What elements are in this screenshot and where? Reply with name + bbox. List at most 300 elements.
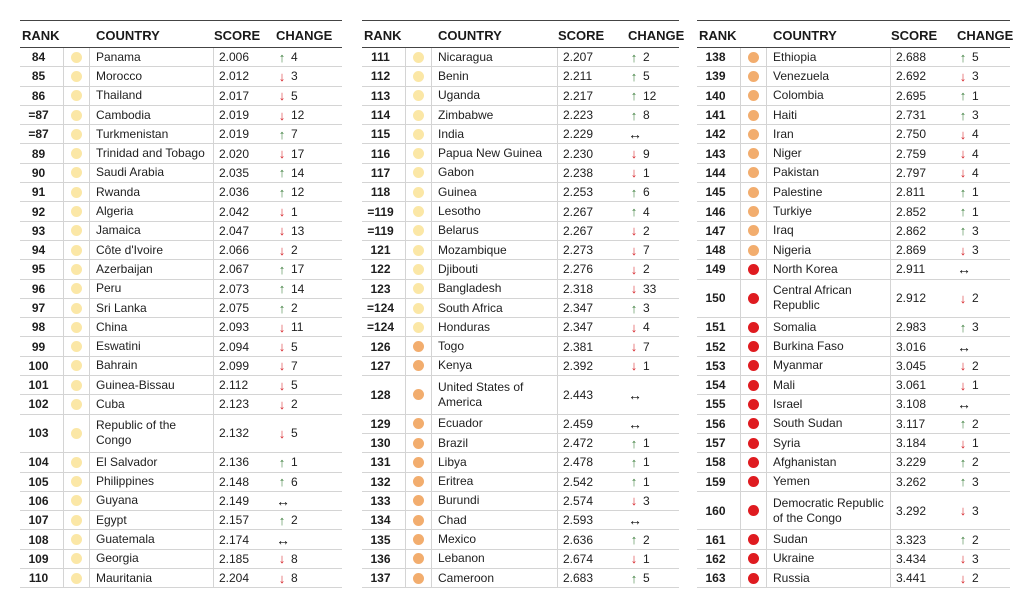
arrow-up-icon: ↑ (278, 261, 286, 277)
level-cell (63, 164, 90, 182)
arrow-up-icon: ↑ (630, 435, 638, 451)
change-value: 4 (643, 320, 650, 335)
score-cell: 2.912 (896, 291, 927, 306)
header-country: COUNTRY (438, 28, 502, 43)
table-row (20, 453, 342, 472)
level-cell (405, 222, 432, 240)
change-value: 1 (643, 358, 650, 373)
change-cell (270, 493, 342, 509)
level-dot-icon (71, 264, 82, 275)
table-row (20, 395, 342, 414)
arrow-up-icon: ↑ (278, 512, 286, 528)
change-cell (616, 281, 679, 296)
score-cell: 2.273 (563, 243, 594, 258)
score-cell: 2.392 (563, 358, 594, 373)
change-cell (616, 436, 679, 451)
level-cell (405, 511, 432, 529)
level-dot-icon (413, 341, 424, 352)
rank-cell: =124 (366, 320, 395, 335)
country-cell: Cuba (90, 395, 214, 413)
level-cell (63, 395, 90, 413)
level-cell (740, 202, 767, 220)
rank-cell: 145 (705, 185, 726, 200)
score-cell: 3.016 (896, 339, 927, 354)
change-value: 11 (291, 320, 304, 335)
score-cell: 2.459 (563, 416, 594, 431)
arrow-down-icon: ↓ (630, 281, 638, 297)
level-dot-icon (748, 52, 759, 63)
level-dot-icon (71, 380, 82, 391)
arrow-left-right-icon: ↔ (957, 261, 971, 278)
level-cell (405, 241, 432, 259)
table-row (697, 434, 1010, 453)
level-dot-icon (748, 418, 759, 429)
country-cell: Gabon (432, 164, 558, 182)
level-dot-icon (748, 360, 759, 371)
level-dot-icon (748, 110, 759, 121)
level-dot-icon (748, 293, 759, 304)
change-cell (947, 416, 1010, 431)
change-cell (270, 223, 342, 238)
score-cell: 2.347 (563, 320, 594, 335)
arrow-down-icon: ↓ (959, 242, 967, 258)
score-cell: 3.434 (896, 551, 927, 566)
rank-cell: 95 (31, 262, 46, 277)
header-country: COUNTRY (773, 28, 837, 43)
level-dot-icon (413, 573, 424, 584)
table-row (20, 164, 342, 183)
table-row (20, 125, 342, 144)
table-row (362, 222, 679, 241)
level-dot-icon (413, 110, 424, 121)
rank-cell: 84 (31, 50, 46, 65)
change-value: 3 (972, 474, 979, 489)
table-row (697, 376, 1010, 395)
score-cell: 2.862 (896, 223, 927, 238)
rank-cell: 106 (28, 493, 49, 508)
level-cell (405, 550, 432, 568)
level-dot-icon (748, 322, 759, 333)
rank-cell: 116 (370, 146, 391, 161)
change-cell (947, 108, 1010, 123)
table-row (697, 87, 1010, 106)
arrow-left-right-icon: ↔ (276, 492, 290, 509)
level-dot-icon (413, 148, 424, 159)
rank-cell: 89 (31, 146, 46, 161)
table-row (362, 202, 679, 221)
level-cell (63, 299, 90, 317)
table-row (697, 453, 1010, 472)
score-cell: 3.117 (896, 416, 926, 431)
rank-cell: 127 (370, 358, 391, 373)
arrow-left-right-icon: ↔ (628, 512, 642, 529)
country-cell: Algeria (90, 202, 214, 220)
change-value: 3 (972, 243, 979, 258)
rank-cell: 155 (705, 397, 726, 412)
level-dot-icon (71, 245, 82, 256)
change-value: 1 (291, 204, 298, 219)
rank-cell: 86 (31, 88, 46, 103)
score-cell: 2.688 (896, 50, 927, 65)
change-cell (616, 512, 679, 528)
arrow-down-icon: ↓ (959, 165, 967, 181)
change-cell (616, 301, 679, 316)
rank-cell: 137 (370, 571, 391, 586)
change-value: 3 (291, 69, 298, 84)
change-cell (270, 281, 342, 296)
level-cell (63, 67, 90, 85)
country-cell: Syria (767, 434, 891, 452)
change-cell (270, 108, 342, 123)
country-cell: South Africa (432, 299, 558, 317)
change-cell (270, 474, 342, 489)
change-cell (616, 551, 679, 566)
level-dot-icon (71, 90, 82, 101)
arrow-left-right-icon: ↔ (628, 386, 642, 403)
level-cell (63, 106, 90, 124)
change-cell (947, 69, 1010, 84)
change-cell (616, 358, 679, 373)
country-cell: Georgia (90, 550, 214, 568)
level-dot-icon (71, 71, 82, 82)
level-dot-icon (748, 187, 759, 198)
score-cell: 3.061 (896, 378, 927, 393)
level-dot-icon (748, 167, 759, 178)
table-row (697, 550, 1010, 569)
level-dot-icon (748, 341, 759, 352)
country-cell: Ethiopia (767, 48, 891, 66)
rank-cell: =119 (367, 204, 394, 219)
change-cell (947, 146, 1010, 161)
level-cell (63, 415, 90, 453)
change-value: 2 (972, 416, 979, 431)
change-cell (947, 503, 1010, 518)
level-cell (740, 395, 767, 413)
level-dot-icon (71, 283, 82, 294)
arrow-up-icon: ↑ (630, 184, 638, 200)
country-cell: Egypt (90, 511, 214, 529)
score-cell: 2.035 (219, 165, 250, 180)
score-cell: 2.099 (219, 358, 250, 373)
table-row (697, 318, 1010, 337)
change-cell (270, 455, 342, 470)
country-cell: Djibouti (432, 260, 558, 278)
score-cell: 2.047 (219, 223, 250, 238)
level-dot-icon (748, 148, 759, 159)
level-cell (63, 492, 90, 510)
rank-cell: 105 (28, 474, 49, 489)
score-cell: 2.636 (563, 532, 594, 547)
change-value: 2 (291, 513, 298, 528)
rank-cell: 114 (370, 108, 391, 123)
rank-cell: 133 (370, 493, 391, 508)
rank-cell: 117 (370, 165, 391, 180)
table-row (362, 280, 679, 299)
change-value: 2 (291, 243, 298, 258)
level-cell (740, 144, 767, 162)
table-row (20, 87, 342, 106)
country-cell: Mali (767, 376, 891, 394)
table-row (20, 337, 342, 356)
arrow-down-icon: ↓ (959, 435, 967, 451)
country-cell: Iraq (767, 222, 891, 240)
rank-cell: 156 (705, 416, 726, 431)
level-dot-icon (748, 225, 759, 236)
score-cell: 2.276 (563, 262, 594, 277)
table-row (697, 241, 1010, 260)
table-row (20, 376, 342, 395)
change-value: 1 (643, 436, 650, 451)
table-row (697, 357, 1010, 376)
header-change: CHANGE (276, 28, 333, 43)
arrow-up-icon: ↑ (278, 165, 286, 181)
arrow-left-right-icon: ↔ (628, 126, 642, 143)
rank-cell: 151 (705, 320, 726, 335)
country-cell: Trinidad and Tobago (90, 144, 214, 162)
arrow-down-icon: ↓ (630, 146, 638, 162)
level-dot-icon (748, 206, 759, 217)
table-row (20, 415, 342, 454)
level-dot-icon (71, 225, 82, 236)
score-cell: 2.019 (219, 108, 250, 123)
table-row (362, 569, 679, 588)
arrow-up-icon: ↑ (278, 454, 286, 470)
country-cell: Bangladesh (432, 280, 558, 298)
rank-cell: 126 (370, 339, 391, 354)
arrow-up-icon: ↑ (959, 184, 967, 200)
table-row (362, 453, 679, 472)
level-cell (405, 434, 432, 452)
arrow-down-icon: ↓ (278, 223, 286, 239)
level-cell (405, 48, 432, 66)
level-cell (405, 530, 432, 548)
score-cell: 3.323 (896, 532, 927, 547)
rank-cell: 121 (370, 243, 391, 258)
score-cell: 2.593 (563, 513, 594, 528)
change-value: 5 (972, 50, 979, 65)
rank-cell: 94 (31, 243, 46, 258)
country-cell: Rwanda (90, 183, 214, 201)
level-dot-icon (71, 341, 82, 352)
rank-cell: 128 (370, 387, 391, 402)
score-cell: 2.017 (219, 88, 250, 103)
change-cell (270, 378, 342, 393)
change-cell (947, 88, 1010, 103)
level-dot-icon (748, 245, 759, 256)
change-cell (270, 426, 342, 441)
table-row (20, 106, 342, 125)
header-change: CHANGE (628, 28, 685, 43)
country-cell: Sudan (767, 530, 891, 548)
change-cell (947, 378, 1010, 393)
level-cell (405, 87, 432, 105)
change-cell (947, 474, 1010, 489)
level-cell (63, 202, 90, 220)
score-cell: 2.542 (563, 474, 594, 489)
arrow-down-icon: ↓ (278, 107, 286, 123)
level-cell (63, 222, 90, 240)
change-cell (270, 339, 342, 354)
country-cell: Bahrain (90, 357, 214, 375)
rank-cell: 111 (371, 50, 390, 65)
change-cell (270, 532, 342, 548)
level-cell (740, 376, 767, 394)
change-cell (270, 397, 342, 412)
level-dot-icon (413, 264, 424, 275)
arrow-up-icon: ↑ (278, 300, 286, 316)
level-dot-icon (413, 438, 424, 449)
level-cell (740, 106, 767, 124)
score-cell: 2.006 (219, 50, 250, 65)
arrow-left-right-icon: ↔ (276, 531, 290, 548)
table-row (20, 67, 342, 86)
table-row (697, 202, 1010, 221)
ranking-table-left (20, 20, 342, 588)
arrow-down-icon: ↓ (959, 503, 967, 519)
table-row (362, 144, 679, 163)
level-cell (740, 241, 767, 259)
country-cell: Mozambique (432, 241, 558, 259)
change-cell (616, 455, 679, 470)
country-cell: Nigeria (767, 241, 891, 259)
level-dot-icon (748, 438, 759, 449)
change-value: 5 (643, 69, 650, 84)
country-cell: Myanmar (767, 357, 891, 375)
level-dot-icon (413, 303, 424, 314)
rank-cell: 135 (370, 532, 391, 547)
score-cell: 2.020 (219, 146, 250, 161)
score-cell: 2.067 (219, 262, 250, 277)
country-cell: Cambodia (90, 106, 214, 124)
table-row (362, 511, 679, 530)
change-value: 3 (643, 301, 650, 315)
level-dot-icon (748, 505, 759, 516)
arrow-down-icon: ↓ (630, 358, 638, 374)
score-cell: 2.731 (896, 108, 927, 123)
country-cell: Togo (432, 337, 558, 355)
level-dot-icon (748, 264, 759, 275)
ranking-table-right (697, 20, 1014, 588)
country-cell: Zimbabwe (432, 106, 558, 124)
score-cell: 2.157 (219, 513, 250, 528)
country-cell: Honduras (432, 318, 558, 336)
level-cell (740, 492, 767, 530)
level-cell (740, 87, 767, 105)
arrow-down-icon: ↓ (630, 551, 638, 567)
change-cell (270, 320, 342, 335)
rank-cell: =119 (367, 223, 394, 238)
rank-cell: 91 (31, 185, 46, 200)
arrow-down-icon: ↓ (630, 165, 638, 181)
level-cell (740, 222, 767, 240)
change-value: 5 (643, 571, 650, 586)
arrow-down-icon: ↓ (959, 570, 967, 586)
country-cell: Panama (90, 48, 214, 66)
country-cell: Russia (767, 569, 891, 587)
level-dot-icon (71, 573, 82, 584)
table-row (20, 569, 342, 588)
score-cell: 2.207 (563, 50, 594, 65)
level-dot-icon (413, 283, 424, 294)
change-value: 6 (291, 474, 298, 489)
table-row (697, 106, 1010, 125)
score-cell: 2.238 (563, 165, 594, 180)
score-cell: 2.149 (219, 493, 250, 508)
table-row (362, 164, 679, 183)
score-cell: 3.441 (896, 571, 927, 586)
change-value: 8 (291, 551, 298, 566)
rank-cell: 149 (705, 262, 726, 277)
level-cell (740, 337, 767, 355)
table-row (697, 144, 1010, 163)
arrow-up-icon: ↑ (959, 88, 967, 104)
table-row (362, 87, 679, 106)
header-rank: RANK (22, 28, 60, 43)
table-row (20, 473, 342, 492)
table-row (697, 222, 1010, 241)
level-cell (63, 87, 90, 105)
rank-cell: 141 (705, 108, 726, 123)
country-cell: Guatemala (90, 530, 214, 548)
change-value: 5 (291, 339, 298, 354)
arrow-down-icon: ↓ (630, 223, 638, 239)
table-row (697, 125, 1010, 144)
level-cell (63, 144, 90, 162)
table-row (20, 222, 342, 241)
table-row (20, 318, 342, 337)
country-cell: Israel (767, 395, 891, 413)
change-cell (270, 301, 342, 316)
level-dot-icon (748, 90, 759, 101)
level-cell (740, 318, 767, 336)
change-cell (947, 551, 1010, 566)
score-cell: 2.759 (896, 146, 927, 161)
change-cell (947, 436, 1010, 451)
change-value: 4 (972, 165, 979, 180)
arrow-up-icon: ↑ (959, 204, 967, 220)
country-cell: Niger (767, 144, 891, 162)
country-cell: Libya (432, 453, 558, 471)
rank-cell: 85 (31, 69, 46, 84)
rank-cell: 161 (705, 532, 726, 547)
score-cell: 2.223 (563, 108, 594, 123)
country-cell: Turkmenistan (90, 125, 214, 143)
arrow-up-icon: ↑ (630, 204, 638, 220)
country-cell: Central African Republic (767, 280, 891, 318)
table-row (20, 299, 342, 318)
table-row (20, 550, 342, 569)
change-cell (616, 146, 679, 161)
arrow-up-icon: ↑ (959, 223, 967, 239)
level-cell (63, 530, 90, 548)
table-row (362, 48, 679, 67)
change-value: 2 (643, 223, 650, 238)
rank-cell: 153 (705, 358, 726, 373)
level-dot-icon (71, 206, 82, 217)
level-cell (740, 67, 767, 85)
change-value: 3 (972, 551, 979, 566)
header-score: SCORE (891, 28, 938, 43)
level-dot-icon (71, 495, 82, 506)
change-value: 33 (643, 281, 657, 296)
rank-cell: 110 (28, 571, 49, 586)
level-cell (740, 550, 767, 568)
arrow-up-icon: ↑ (630, 570, 638, 586)
level-dot-icon (71, 303, 82, 314)
level-cell (740, 164, 767, 182)
rank-cell: 144 (705, 165, 726, 180)
rank-cell: 154 (705, 378, 726, 393)
